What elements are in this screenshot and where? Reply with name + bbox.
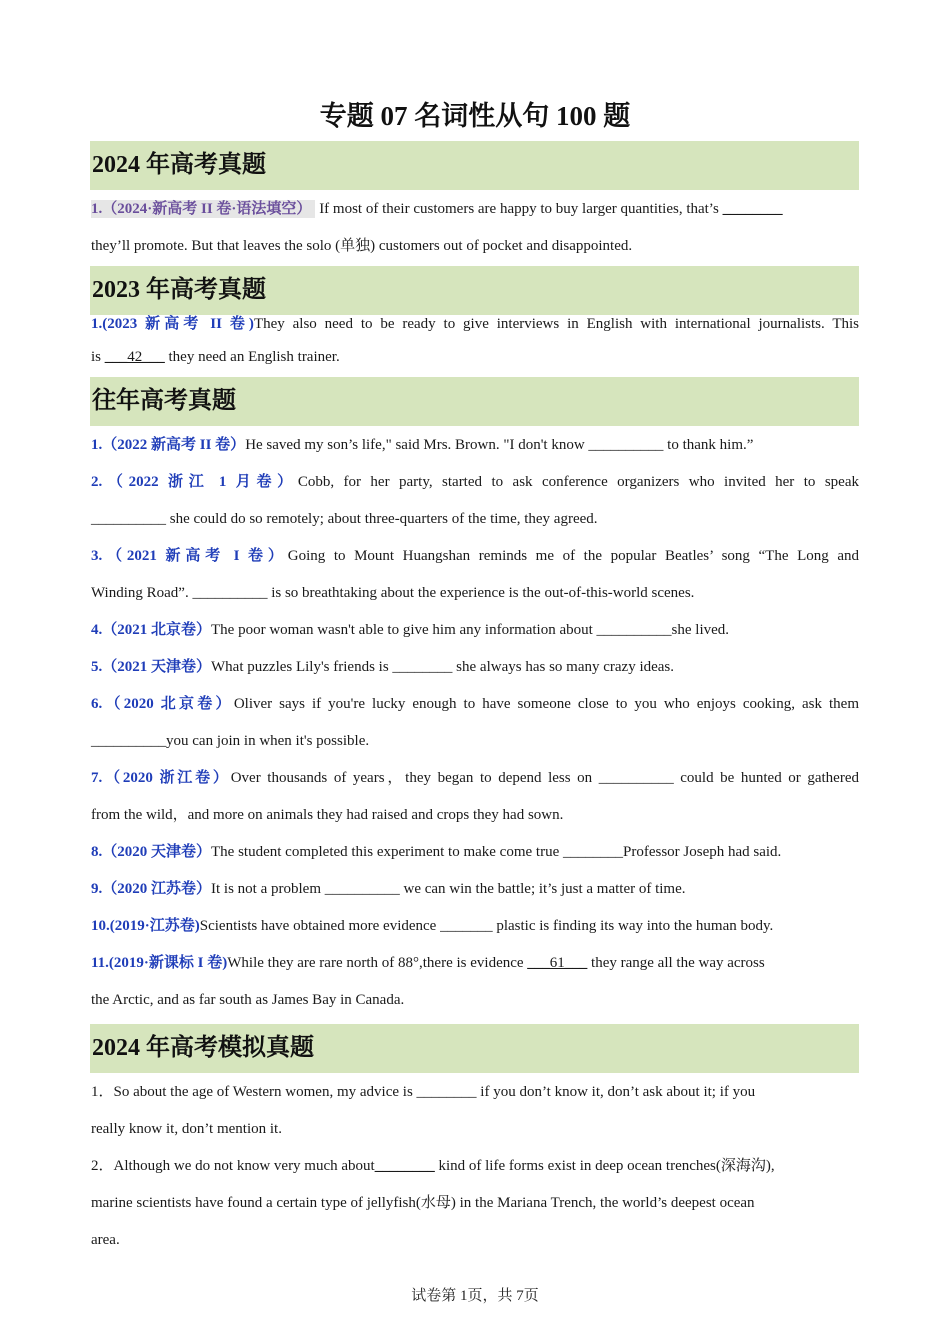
question-item [91, 1148, 859, 1185]
answer-blank: ___42___ [104, 349, 165, 365]
question-source: 5.（2021 天津卷） [91, 659, 212, 675]
question-item [91, 686, 859, 723]
question-item [91, 908, 859, 945]
question-item [91, 427, 859, 464]
question-text: area. [91, 1232, 120, 1248]
question-source: 7.（2020 浙江卷） [91, 770, 231, 786]
question-source: 4.（2021 北京卷） [91, 622, 212, 638]
section-header-past: 往年高考真题 [90, 377, 859, 426]
question-source: 1.（2024·新高考 II 卷·语法填空） [91, 200, 315, 218]
question-text: they need an English trainer. [164, 349, 340, 365]
question-text: Cobb, for her party, started to ask conference organizers who invited her to speak [297, 474, 859, 490]
answer-blank: ________ [374, 1158, 435, 1174]
answer-blank: ___61___ [527, 955, 588, 971]
question-text: What puzzles Lily's friends is ________ she always has so many crazy ideas. [211, 659, 675, 675]
question-text: __________ she could do so remotely; about three-quarters of the time, they agreed. [91, 511, 598, 527]
question-source: 2.（2022 浙江 1 月卷） [91, 474, 298, 490]
question-text: the Arctic, and as far south as James Bay in Canada. [91, 992, 405, 1008]
question-text: kind of life forms exist in deep ocean trenches(深海沟), [434, 1158, 775, 1174]
question-2024-1 [91, 191, 859, 265]
question-text: The student completed this experiment to make come true ________Professor Joseph had said. [211, 844, 782, 860]
question-source: 3.（2021 新高考 I 卷） [91, 548, 288, 564]
question-text: While they are rare north of 88°,there is evidence [227, 955, 528, 971]
question-item [91, 871, 859, 908]
question-item [91, 538, 859, 575]
question-text: Going to Mount Huangshan reminds me of the popular Beatles’ song “The Long and [287, 548, 859, 564]
question-text: they’ll promote. But that leaves the solo (单独) customers out of pocket and disappointed. [91, 238, 633, 254]
question-text: The poor woman wasn't able to give him any information about __________she lived. [211, 622, 730, 638]
question-text: Oliver says if you're lucky enough to have someone close to you who enjoys cooking, ask them [233, 696, 859, 712]
question-source: 8.（2020 天津卷） [91, 844, 212, 860]
question-text: 2．Although we do not know very much about [91, 1158, 375, 1174]
section-header-2024: 2024 年高考真题 [90, 141, 859, 190]
question-item [91, 612, 859, 649]
question-source: 9.（2020 江苏卷） [91, 881, 212, 897]
question-text: they range all the way across [587, 955, 765, 971]
question-text: really know it, don’t mention it. [91, 1121, 282, 1137]
question-item [91, 464, 859, 501]
question-item [91, 945, 859, 982]
question-text: Over thousands of years，they began to depend less on __________ could be hunted or gathered [230, 770, 859, 786]
section-header-2024-mock: 2024 年高考模拟真题 [90, 1024, 859, 1073]
question-text: is [91, 349, 105, 365]
question-text: __________you can join in when it's possible. [91, 733, 370, 749]
question-2023-1 [91, 308, 859, 374]
question-item [91, 760, 859, 797]
question-text: If most of their customers are happy to buy larger quantities, that’s [315, 201, 723, 217]
question-text: Scientists have obtained more evidence _______ plastic is finding its way into the human body. [199, 918, 774, 934]
question-past-list [91, 427, 859, 1019]
page-title: 专题 07 名词性从句 100 题 [319, 101, 631, 131]
answer-blank: ________ [722, 201, 783, 217]
question-text: He saved my son’s life," said Mrs. Brown. "I don't know __________ to thank him.” [245, 437, 754, 453]
page-footer: 试卷第 1页，共 7页 [411, 1288, 539, 1304]
question-mock-list [91, 1074, 859, 1259]
question-source: 1.（2022 新高考 II 卷） [91, 437, 246, 453]
question-text: Winding Road”. __________ is so breathtaking about the experience is the out-of-this-world scenes. [91, 585, 695, 601]
question-item [91, 649, 859, 686]
question-text: marine scientists have found a certain type of jellyfish(水母) in the Mariana Trench, the world’s deepest ocean [91, 1195, 755, 1211]
section-header-2023: 2023 年高考真题 [90, 266, 859, 315]
question-text: They also need to be ready to give interviews in English with international journalists. This [253, 316, 859, 332]
question-source: 10.(2019·江苏卷) [91, 918, 200, 934]
question-text: It is not a problem __________ we can win the battle; it’s just a matter of time. [211, 881, 686, 897]
question-source: 6.（2020 北京卷） [91, 696, 234, 712]
question-source: 1.(2023 新高考 II 卷) [91, 316, 254, 332]
question-text: 1．So about the age of Western women, my advice is ________ if you don’t know it, don’t ask about it; if you [91, 1084, 756, 1100]
question-text: from the wild，and more on animals they had raised and crops they had sown. [91, 807, 564, 823]
question-item [91, 834, 859, 871]
question-source: 11.(2019·新课标 I 卷) [91, 955, 228, 971]
